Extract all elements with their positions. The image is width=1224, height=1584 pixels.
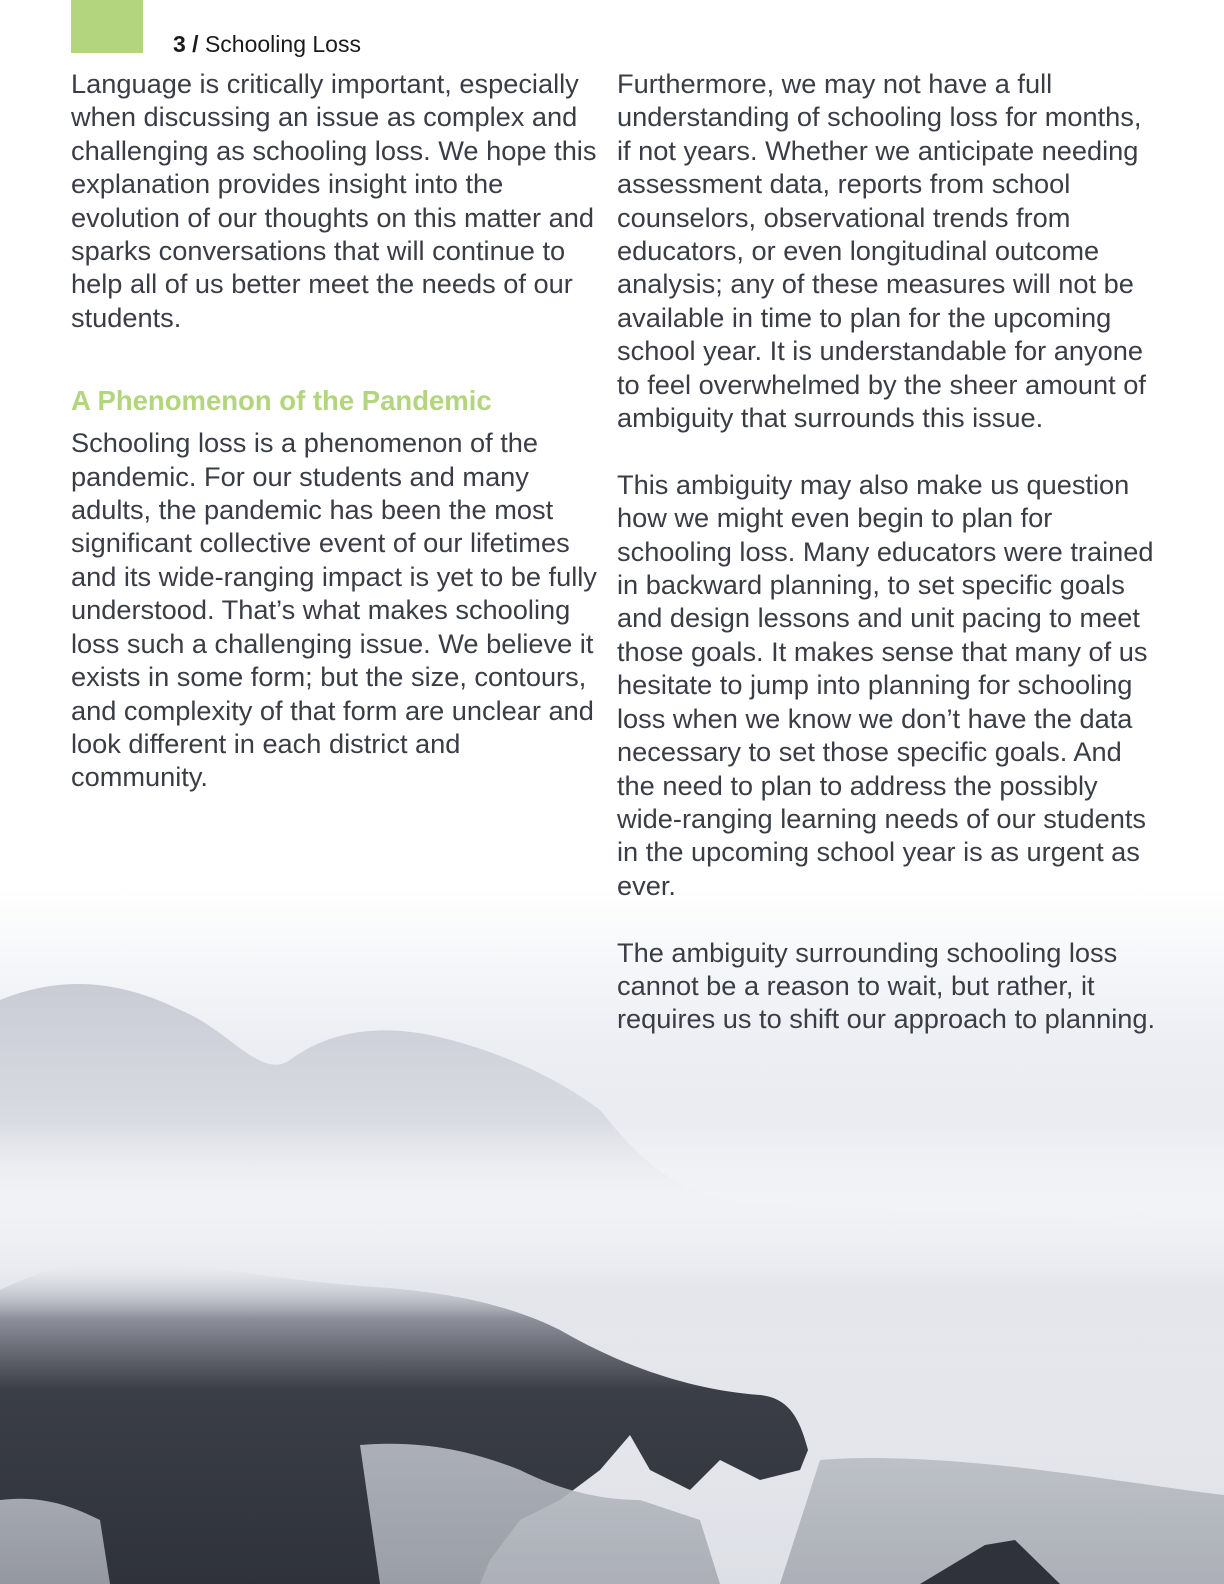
accent-square	[71, 0, 143, 53]
section-body-paragraph: Schooling loss is a phenomenon of the pandemic. For our students and many adults, the pandemic has been the most significant collective event of our lifetimes and its wide-ranging impact is yet to be fully understood. That’s what makes schooling loss such a challenging issue. We believe it exists in some form; but the size, contours, and complexity of that form are unclear and look different in each district and community.	[71, 427, 597, 793]
left-column	[71, 67, 601, 794]
right-paragraph-3: The ambiguity surrounding schooling loss cannot be a reason to wait, but rather, it requires us to shift our approach to planning.	[617, 936, 1156, 1035]
header-title: Schooling Loss	[204, 31, 361, 57]
right-paragraph-1: Furthermore, we may not have a full understanding of schooling loss for months, if not years. Whether we anticipate needing assessment data, reports from school counselors, observational trends from educators, or even longitudinal outcome analysis; any of these measures will not be available in time to plan for the upcoming school year. It is understandable for anyone to feel overwhelmed by the sheer amount of ambiguity that surrounds this issue.	[617, 68, 1146, 434]
right-column	[617, 67, 1157, 1036]
page-number: 3 /	[173, 31, 199, 57]
intro-paragraph: Language is critically important, especially when discussing an issue as complex and challenging as schooling loss. We hope this explanation provides insight into the evolution of our thoughts on this matter and sparks conversations that will continue to help all of us better meet the needs of our students.	[71, 68, 597, 333]
section-heading: A Phenomenon of the Pandemic	[71, 385, 492, 417]
running-header	[173, 31, 361, 58]
right-paragraph-2: This ambiguity may also make us question how we might even begin to plan for schooling loss. Many educators were trained in backward planning, to set specific goals and design lessons and unit pacing to meet those goals. It makes sense that many of us hesitate to jump into planning for schooling loss when we know we don’t have the data necessary to set those specific goals. And the need to plan to address the possibly wide-ranging learning needs of our students in the upcoming school year is as urgent as ever.	[617, 468, 1154, 901]
